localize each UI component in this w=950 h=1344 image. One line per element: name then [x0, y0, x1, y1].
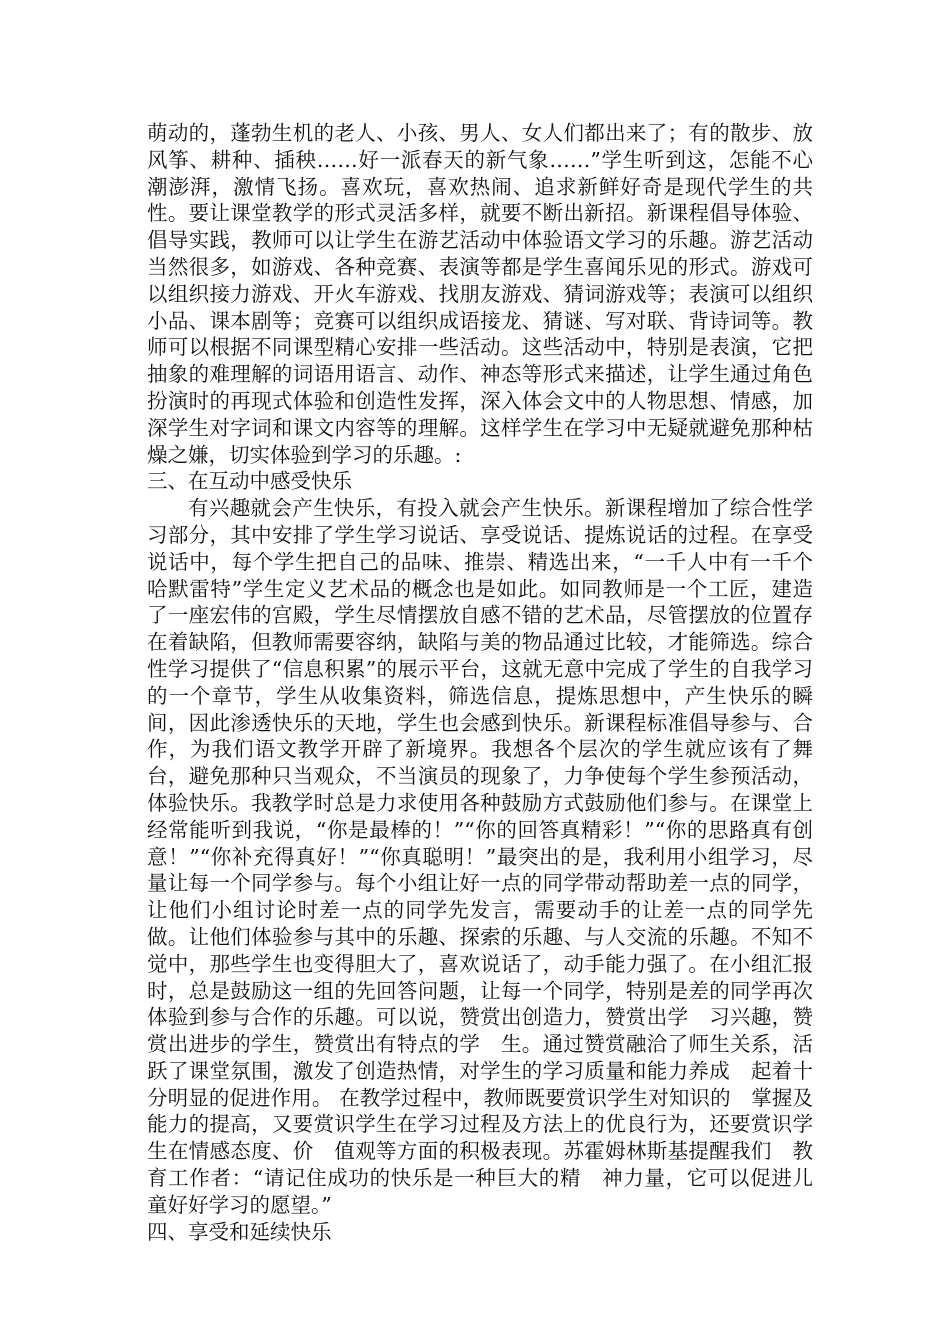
- document-body: [147, 120, 813, 1245]
- paragraph-section-3: 有兴趣就会产生快乐，有投入就会产生快乐。新课程增加了综合性学习部分，其中安排了学生学习说话、享受说话、提炼说话的过程。在享受说话中，每个学生把自己的品味、推崇、精选出来，“一千人中有一千个哈默雷特”学生定义艺术品的概念也是如此。如同教师是一个工匠，建造了一座宏伟的宫殿，学生尽情摆放自感不错的艺术品，尽管摆放的位置存在着缺陷，但教师需要容纳，缺陷与美的物品通过比较，才能筛选。综合性学习提供了“信息积累”的展示平台，这就无意中完成了学生的自我学习的一个章节，学生从收集资料，筛选信息，提炼思想中，产生快乐的瞬间，因此渗透快乐的天地，学生也会感到快乐。新课程标准倡导参与、合作，为我们语文教学开辟了新境界。我想各个层次的学生就应该有了舞台，避免那种只当观众，不当演员的现象了，力争使每个学生参预活动，体验快乐。我教学时总是力求使用各种鼓励方式鼓励他们参与。在课堂上经常能听到我说，“你是最棒的！”“你的回答真精彩！”“你的思路真有创意！”“你补充得真好！”“你真聪明！”最突出的是，我利用小组学习，尽量让每一个同学参与。每个小组让好一点的同学带动帮助差一点的同学，让他们小组讨论时差一点的同学先发言，需要动手的让差一点的同学先做。让他们体验参与其中的乐趣、探索的乐趣、与人交流的乐趣。不知不觉中，那些学生也变得胆大了，喜欢说话了，动手能力强了。在小组汇报时，总是鼓励这一组的先回答问题，让每一个同学，特别是差的同学再次体验到参与合作的乐趣。可以说，赞赏出创造力，赞赏出学 习兴趣，赞赏出进步的学生，赞赏出有特点的学 生。通过赞赏融洽了师生关系，活跃了课堂氛围，激发了创造热情，对学生的学习质量和能力养成 起着十分明显的促进作用。 在教学过程中，教师既要赏识学生对知识的 掌握及能力的提高，又要赏识学生在学习过程及方法上的优良行为，还要赏识学生在情感态度、价 值观等方面的积极表现。苏霍姆林斯基提醒我们 教育工作者：“请记住成功的快乐是一种巨大的精 神力量，它可以促进儿童好好学习的愿望。”: [147, 496, 813, 1217]
- paragraph-continued: 萌动的，蓬勃生机的老人、小孩、男人、女人们都出来了；有的散步、放风筝、耕种、插秧……好一派春天的新气象……”学生听到这，怎能不心潮澎湃，激情飞扬。喜欢玩，喜欢热闹、追求新鲜好奇是现代学生的共性。要让课堂教学的形式灵活多样，就要不断出新招。新课程倡导体验、倡导实践，教师可以让学生在游艺活动中体验语文学习的乐趣。游艺活动当然很多，如游戏、各种竞赛、表演等都是学生喜闻乐见的形式。游戏可以组织接力游戏、开火车游戏、找朋友游戏、猜词游戏等；表演可以组织小品、课本剧等；竞赛可以组织成语接龙、猜谜、写对联、背诗词等。教师可以根据不同课型精心安排一些活动。这些活动中，特别是表演，它把抽象的难理解的词语用语言、动作、神态等形式来描述，让学生通过角色扮演时的再现式体验和创造性发挥，深入体会文中的人物思想、情感，加深学生对字词和课文内容等的理解。这样学生在学习中无疑就避免那种枯燥之嫌，切实体验到学习的乐趣。:: [147, 121, 813, 467]
- section-heading-4: 四、享受和延续快乐: [147, 1219, 332, 1244]
- section-heading-3: 三、在互动中感受快乐: [147, 469, 352, 494]
